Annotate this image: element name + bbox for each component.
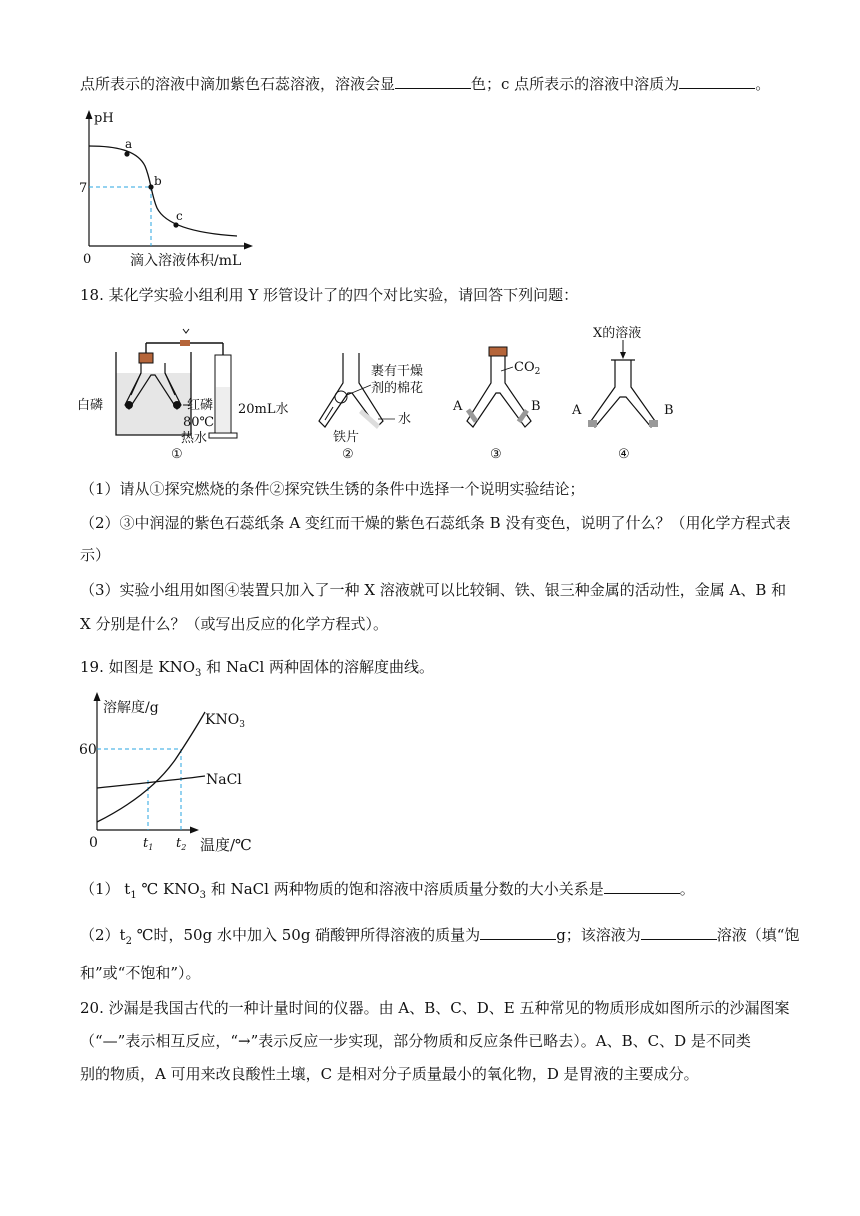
figure-2-rusting: [319, 353, 423, 462]
x-solution-label: X的溶液: [593, 326, 642, 341]
ph-tick-7: 7: [79, 181, 88, 196]
tick-60-label: 60: [79, 742, 97, 758]
temperature-axis-label: 温度/℃: [200, 836, 252, 854]
point-b-label: b: [154, 174, 162, 188]
metal-b-label: B: [664, 403, 674, 418]
ph-x-axis-label: 滴入溶液体积/mL: [130, 253, 242, 269]
q18-sub-3b: X 分别是什么？（或写出反应的化学方程式）。: [80, 615, 388, 633]
figure-3-number: ③: [490, 447, 502, 462]
t2-tick-label: $t_2$: [176, 836, 187, 852]
strip-a-label: A: [453, 399, 463, 414]
text-segment: 。: [755, 75, 771, 93]
text-segment: 点所表示的溶液中滴加紫色石蕊溶液，溶液会显: [80, 75, 396, 93]
point-c-label: c: [176, 209, 183, 223]
hot-water-label: 热水: [181, 431, 208, 446]
water-label: 水: [398, 412, 412, 427]
answer-blank[interactable]: [604, 877, 680, 894]
q18-sub-2b: 示）: [80, 546, 111, 564]
q19-sub-1: （1） $t_1$ ℃ $KNO_3$ 和 NaCl 两种物质的饱和溶液中溶质质量分数的大小关系是 。: [80, 877, 695, 907]
white-phosphorus-label: 白磷: [77, 398, 104, 413]
question-17-line: [80, 72, 770, 95]
answer-blank[interactable]: [641, 923, 717, 940]
metal-a-label: A: [572, 403, 582, 418]
nacl-series-label: NaCl: [206, 772, 242, 788]
strip-b-label: B: [531, 399, 541, 414]
origin-label: 0: [89, 835, 98, 851]
iron-sheet-label: 铁片: [333, 430, 360, 445]
answer-blank[interactable]: [679, 72, 755, 89]
question-20-line-3: 别的物质，A 可用来改良酸性土壤，C 是相对分子质量最小的氧化物，D 是胃液的主要成分。: [80, 1065, 699, 1083]
y-tube-experiments-figure: [75, 325, 675, 465]
figure-4-number: ④: [618, 447, 630, 462]
figure-3-co2: [452, 347, 541, 462]
text-segment: 色；c 点所表示的溶液中溶质为: [471, 75, 680, 93]
q18-sub-2a: （2）③中润湿的紫色石蕊纸条 A 变红而干燥的紫色石蕊纸条 B 没有变色，说明了什么？（用化学方程式表: [80, 514, 791, 532]
q18-sub-3a: （3）实验小组用如图④装置只加入了一种 X 溶液就可以比较铜、铁、银三种金属的活动性，金属 A、B 和: [80, 581, 787, 599]
q19-sub-2b: 和”或“不饱和”）。: [80, 964, 201, 982]
question-20-line-1: 20. 沙漏是我国古代的一种计量时间的仪器。由 A、B、C、D、E 五种常见的物质形成如图所示的沙漏图案: [80, 999, 790, 1017]
ph-axis-label: pH: [94, 111, 114, 126]
co2-label: $CO_2$: [514, 360, 541, 377]
q18-sub-1: （1）请从①探究燃烧的条件②探究铁生锈的条件中选择一个说明实验结论；: [80, 480, 585, 498]
figure-1-combustion: [77, 329, 289, 462]
origin-label: 0: [83, 252, 92, 267]
figure-1-number: ①: [171, 447, 183, 462]
answer-blank[interactable]: [480, 923, 556, 940]
solubility-axis-label: 溶解度/g: [103, 700, 159, 716]
point-a-label: a: [125, 137, 133, 151]
question-20-line-2: （“—”表示相互反应，“→”表示反应一步实现，部分物质和反应条件已略去）。A、B、C、D 是不同类: [80, 1032, 751, 1050]
ph-graph: [75, 108, 265, 270]
cylinder-label: 20mL水: [238, 402, 289, 417]
cotton-label-1: 裹有干燥: [371, 364, 424, 379]
kno3-series-label: $KNO_3$: [205, 712, 245, 730]
t1-tick-label: $t_1$: [143, 836, 154, 852]
question-19-title: 19. 如图是 $KNO_3$ 和 NaCl 两种固体的溶解度曲线。: [80, 658, 435, 679]
figure-4-metals: [571, 325, 674, 462]
red-phosphorus-label: 红磷: [187, 398, 214, 413]
temperature-label: 80℃: [183, 415, 215, 430]
cotton-label-2: 剂的棉花: [371, 381, 424, 396]
answer-blank[interactable]: [395, 72, 471, 89]
q19-sub-2: $(2)t_2$ ℃时，50g 水中加入 50g 硝酸钾所得溶液的质量为 g；该溶液为 溶液（填“饱: [80, 923, 799, 953]
question-18-title: 18. 某化学实验小组利用 Y 形管设计了的四个对比实验，请回答下列问题：: [80, 286, 579, 304]
figure-2-number: ②: [342, 447, 354, 462]
